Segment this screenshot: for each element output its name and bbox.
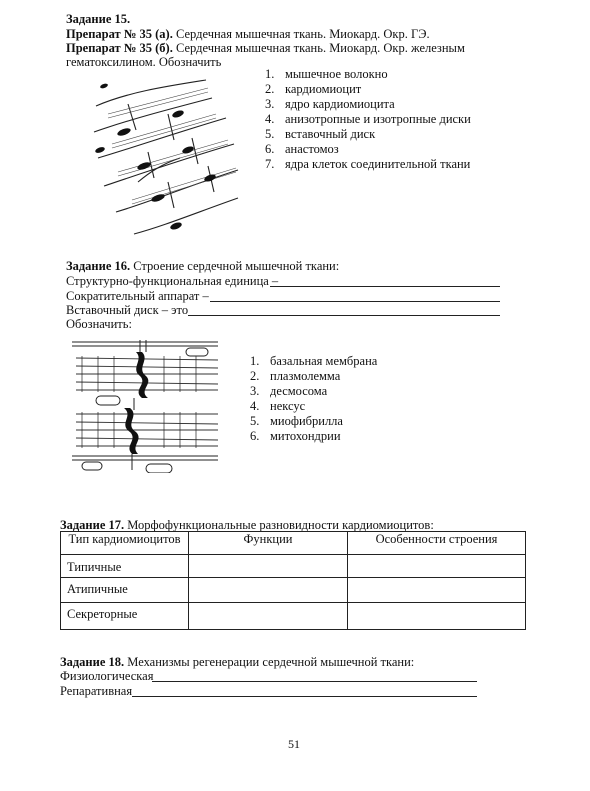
answer-line[interactable] (152, 681, 477, 682)
task18-q2: Репаративная (60, 684, 133, 698)
task15-legend (265, 67, 471, 172)
task16-q3: Вставочный диск – это (66, 303, 189, 317)
row-label: Типичные (61, 555, 189, 578)
column-header: Особенности строения (348, 532, 526, 555)
table-cell[interactable] (348, 555, 526, 578)
table-cell[interactable] (348, 603, 526, 630)
intercalated-disc-drawing (68, 338, 226, 473)
answer-line[interactable] (270, 286, 500, 287)
myocardium-drawing (88, 74, 246, 242)
column-header: Тип кардиомиоцитов (61, 532, 189, 555)
task18-heading: Задание 18. Механизмы регенерации сердечной мышечной ткани: (60, 655, 415, 669)
task16-mark: Обозначить: (66, 317, 132, 331)
table-header-row (61, 532, 526, 555)
cardiomyocyte-table (60, 531, 526, 630)
table-cell[interactable] (348, 578, 526, 603)
task18-q1: Физиологическая (60, 669, 154, 683)
table-row (61, 603, 526, 630)
row-label: Атипичные (61, 578, 189, 603)
list-item: 4. нексус (250, 399, 306, 413)
answer-line[interactable] (188, 315, 500, 316)
task15-heading: Задание 15. (66, 12, 131, 26)
task15-prep-b-cont: гематоксилином. Обозначить (66, 55, 222, 69)
task17-heading: Задание 17. Морфофункциональные разновидности кардиомиоцитов: (60, 518, 434, 532)
list-item: 2. кардиомиоцит (265, 82, 362, 96)
list-item: 2. плазмолемма (250, 369, 341, 383)
task16-q1: Структурно-функциональная единица – (66, 274, 279, 288)
list-item: 6. анастомоз (265, 142, 339, 156)
list-item: 5. миофибрилла (250, 414, 343, 428)
task15-prep-b: Препарат № 35 (б). Сердечная мышечная ткань. Миокард. Окр. железным (66, 41, 465, 55)
answer-line[interactable] (210, 301, 500, 302)
table-row (61, 578, 526, 603)
list-item: 5. вставочный диск (265, 127, 376, 141)
task16-legend (250, 354, 377, 444)
list-item: 3. десмосома (250, 384, 328, 398)
task16-q2: Сократительный аппарат – (66, 289, 209, 303)
list-item: 4. анизотропные и изотропные диски (265, 112, 471, 126)
column-header: Функции (189, 532, 348, 555)
answer-line[interactable] (132, 696, 477, 697)
list-item: 1. мышечное волокно (265, 67, 388, 81)
task15-prep-a: Препарат № 35 (а). Сердечная мышечная ткань. Миокард. Окр. ГЭ. (66, 27, 430, 41)
task16-heading: Задание 16. Строение сердечной мышечной ткани: (66, 259, 340, 273)
list-item: 6. митохондрии (250, 429, 341, 443)
page-number: 51 (288, 737, 300, 751)
table-row (61, 555, 526, 578)
row-label: Секреторные (61, 603, 189, 630)
list-item: 1. базальная мембрана (250, 354, 378, 368)
list-item: 3. ядро кардиомиоцита (265, 97, 395, 111)
table-cell[interactable] (189, 603, 348, 630)
table-cell[interactable] (189, 555, 348, 578)
list-item: 7. ядра клеток соединительной ткани (265, 157, 471, 171)
table-cell[interactable] (189, 578, 348, 603)
